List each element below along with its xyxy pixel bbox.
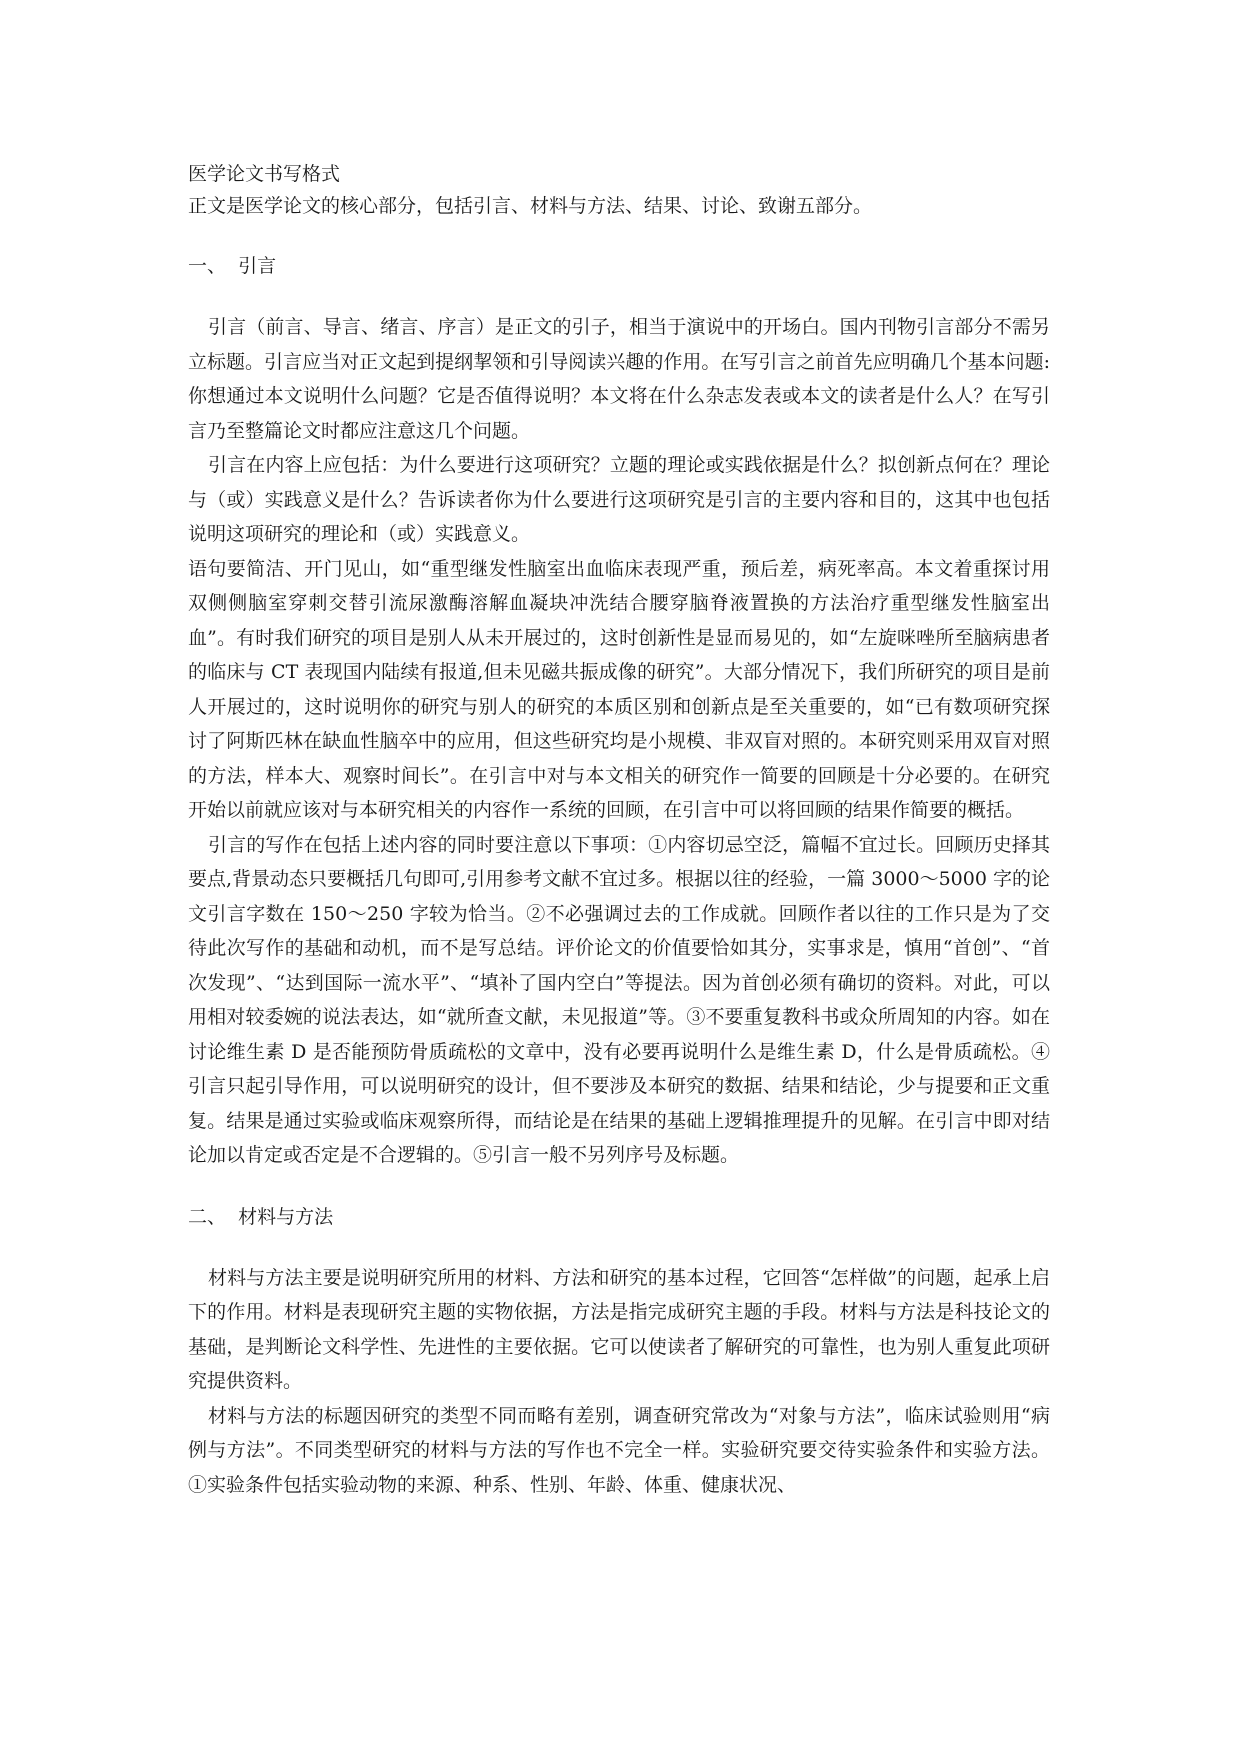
- paragraph: 引言的写作在包括上述内容的同时要注意以下事项：①内容切忌空泛，篇幅不宜过长。回顾历史择其要点,背景动态只要概括几句即可,引用参考文献不宜过多。根据以往的经验，一篇 3000～5000 字的论文引言字数在 150～250 字较为恰当。②不必强调过去的工作成就。回顾作者以往的工作只是为了交待此次写作的基础和动机，而不是写总结。评价论文的价值要恰如其分，实事求是，慎用“首创”、“首次发现”、“达到国际一流水平”、“填补了国内空白”等提法。因为首创必须有确切的资料。对此，可以用相对较委婉的说法表达，如“就所查文献，未见报道”等。③不要重复教科书或众所周知的内容。如在讨论维生素 D 是否能预防骨质疏松的文章中，没有必要再说明什么是维生素 D，什么是骨质疏松。④引言只起引导作用，可以说明研究的设计，但不要涉及本研究的数据、结果和结论，少与提要和正文重复。结果是通过实验或临床观察所得，而结论是在结果的基础上逻辑推理提升的见解。在引言中即对结论加以肯定或否定是不合逻辑的。⑤引言一般不另列序号及标题。: [188, 833, 1050, 1166]
- document-title: 医学论文书写格式: [188, 163, 341, 185]
- document-lead: 正文是医学论文的核心部分，包括引言、材料与方法、结果、讨论、致谢五部分。: [188, 195, 873, 217]
- paragraph: 语句要简洁、开门见山，如“重型继发性脑室出血临床表现严重，预后差，病死率高。本文着重探讨用双侧侧脑室穿刺交替引流尿激酶溶解血凝块冲洗结合腰穿脑脊液置换的方法治疗重型继发性脑室出血”。有时我们研究的项目是别人从未开展过的，这时创新性是显而易见的，如“左旋咪唑所至脑病患者的临床与 CT 表现国内陆续有报道,但未见磁共振成像的研究”。大部分情况下，我们所研究的项目是前人开展过的，这时说明你的研究与别人的研究的本质区别和创新点是至关重要的，如“已有数项研究探讨了阿斯匹林在缺血性脑卒中的应用，但这些研究均是小规模、非双盲对照的。本研究则采用双盲对照的方法，样本大、观察时间长”。在引言中对与本文相关的研究作一简要的回顾是十分必要的。在研究开始以前就应该对与本研究相关的内容作一系统的回顾，在引言中可以将回顾的结果作简要的概括。: [188, 557, 1050, 821]
- paragraph: 材料与方法主要是说明研究所用的材料、方法和研究的基本过程，它回答“怎样做”的问题，起承上启下的作用。材料是表现研究主题的实物依据，方法是指完成研究主题的手段。材料与方法是科技论文的基础，是判断论文科学性、先进性的主要依据。它可以使读者了解研究的可靠性，也为别人重复此项研究提供资料。: [188, 1266, 1050, 1392]
- section-heading-materials-methods: 二、 材料与方法: [188, 1205, 334, 1228]
- paragraph: 材料与方法的标题因研究的类型不同而略有差别，调查研究常改为“对象与方法”，临床试验则用“病例与方法”。不同类型研究的材料与方法的写作也不完全一样。实验研究要交待实验条件和实验方法。①实验条件包括实验动物的来源、种系、性别、年龄、体重、健康状况、: [188, 1404, 1050, 1496]
- paragraph: 引言在内容上应包括：为什么要进行这项研究？立题的理论或实践依据是什么？拟创新点何在？理论与（或）实践意义是什么？告诉读者你为什么要进行这项研究是引言的主要内容和目的，这其中也包括说明这项研究的理论和（或）实践意义。: [188, 454, 1050, 545]
- paragraph: 引言（前言、导言、绪言、序言）是正文的引子，相当于演说中的开场白。国内刊物引言部分不需另立标题。引言应当对正文起到提纲挈领和引导阅读兴趣的作用。在写引言之前首先应明确几个基本问题: 你想通过本文说明什么问题？它是否值得说明？本文将在什么杂志发表或本文的读者是什么人？在写引言乃至整篇论文时都应注意这几个问题。: [188, 316, 1050, 442]
- section-heading-introduction: 一、 引言: [188, 255, 277, 277]
- document-page: [188, 158, 1050, 1502]
